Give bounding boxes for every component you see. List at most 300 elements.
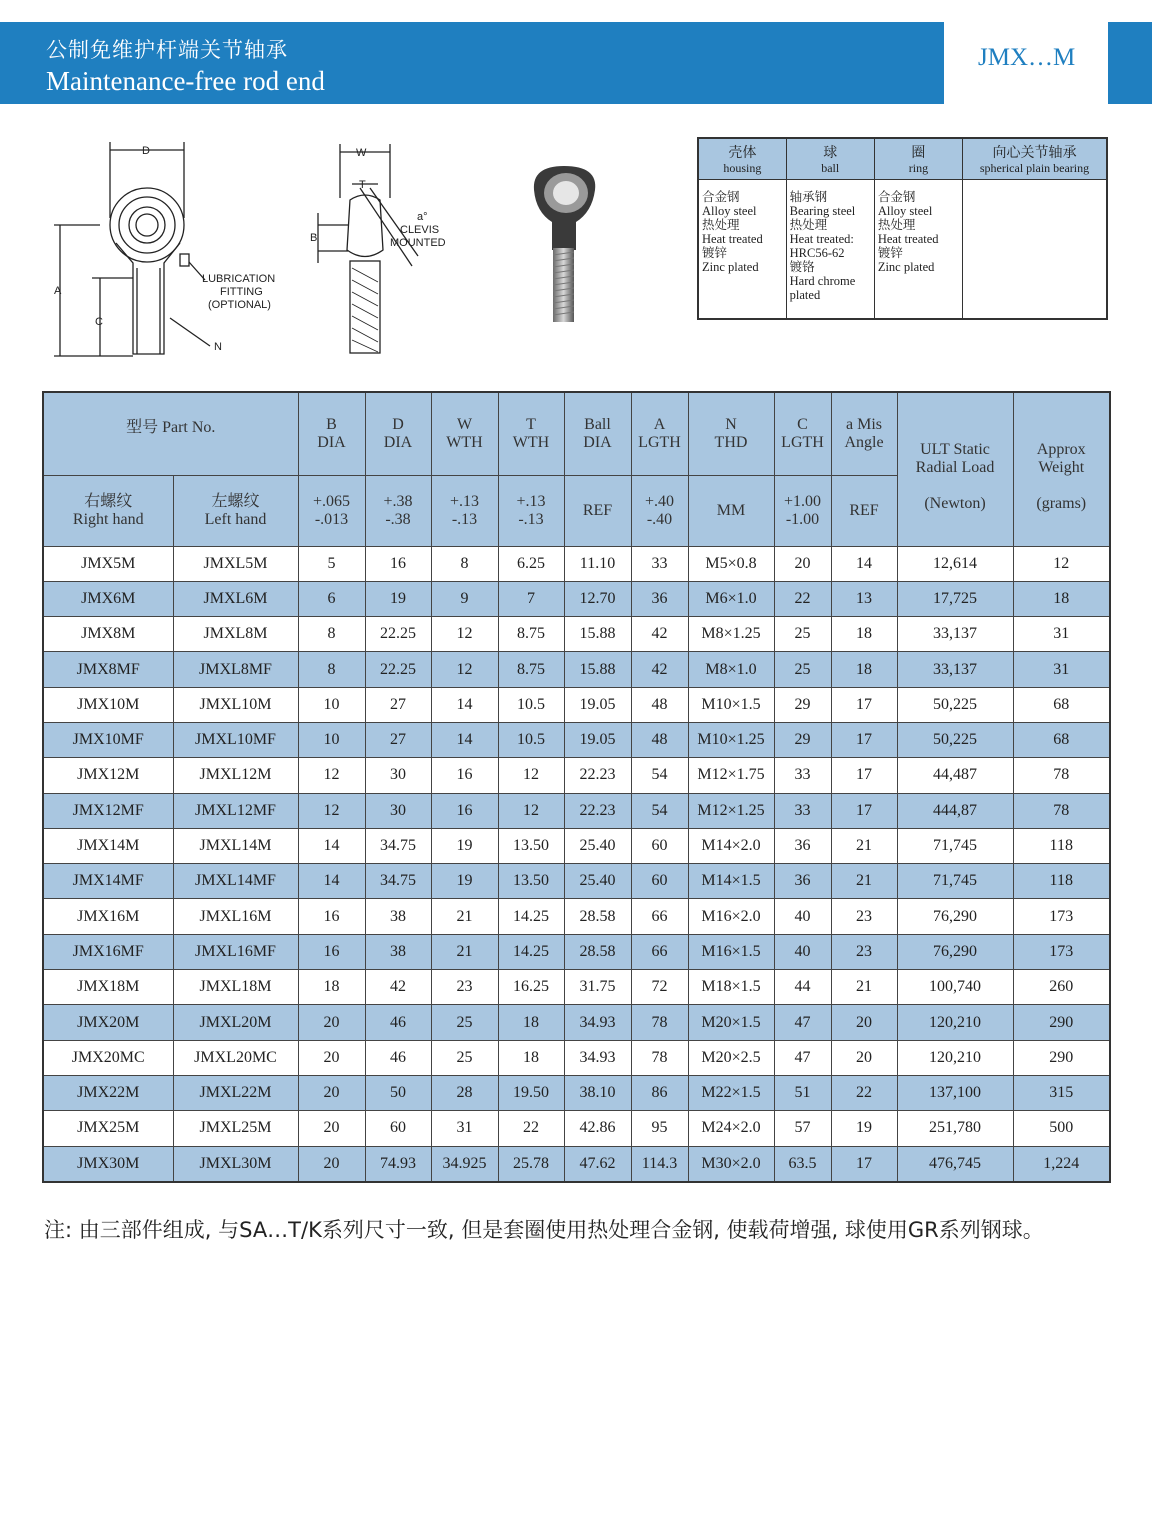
table-cell: 25 bbox=[774, 617, 831, 652]
label-c: C bbox=[95, 316, 103, 328]
materials-housing-cell: 合金钢 Alloy steel 热处理 Heat treated 镀锌 Zinc plated bbox=[698, 180, 786, 320]
spec-table bbox=[42, 391, 1111, 1183]
table-cell: 95 bbox=[631, 1111, 688, 1146]
table-cell: 19.50 bbox=[498, 1075, 564, 1110]
table-cell: 31.75 bbox=[564, 970, 631, 1005]
materials-header-bearing: 向心关节轴承 spherical plain bearing bbox=[963, 138, 1108, 180]
tol-t: +.13 -.13 bbox=[498, 475, 564, 546]
table-cell: 22.23 bbox=[564, 793, 631, 828]
table-cell: 31 bbox=[1013, 617, 1110, 652]
table-cell: 76,290 bbox=[897, 899, 1013, 934]
table-cell: 100,740 bbox=[897, 970, 1013, 1005]
table-cell: 63.5 bbox=[774, 1146, 831, 1182]
table-cell: 74.93 bbox=[365, 1146, 431, 1182]
table-cell: 8 bbox=[431, 546, 498, 581]
table-cell: 290 bbox=[1013, 1005, 1110, 1040]
table-cell: 19 bbox=[365, 581, 431, 616]
tol-c: +1.00 -1.00 bbox=[774, 475, 831, 546]
table-cell: 23 bbox=[831, 934, 897, 969]
title-cn: 公制免维护杆端关节轴承 bbox=[46, 38, 288, 62]
table-cell: M8×1.25 bbox=[688, 617, 774, 652]
col-header-ball: Ball DIA bbox=[564, 392, 631, 475]
table-cell: 47.62 bbox=[564, 1146, 631, 1182]
table-cell: 12 bbox=[431, 652, 498, 687]
table-cell: 19 bbox=[831, 1111, 897, 1146]
table-cell: 22.23 bbox=[564, 758, 631, 793]
table-cell: 20 bbox=[298, 1040, 365, 1075]
table-cell: 8 bbox=[298, 617, 365, 652]
table-cell: 57 bbox=[774, 1111, 831, 1146]
header-side-block bbox=[1108, 22, 1152, 104]
rod-end-product-image bbox=[520, 160, 610, 330]
table-cell: 13.50 bbox=[498, 864, 564, 899]
table-row bbox=[43, 758, 1110, 793]
table-cell: 19.05 bbox=[564, 722, 631, 757]
table-cell: M30×2.0 bbox=[688, 1146, 774, 1182]
label-t: T bbox=[359, 179, 366, 191]
table-cell: JMXL14M bbox=[173, 828, 298, 863]
table-row bbox=[43, 581, 1110, 616]
table-cell: JMXL18M bbox=[173, 970, 298, 1005]
table-cell: 315 bbox=[1013, 1075, 1110, 1110]
table-cell: 31 bbox=[431, 1111, 498, 1146]
table-cell: 17 bbox=[831, 687, 897, 722]
table-cell: 66 bbox=[631, 934, 688, 969]
label-w: W bbox=[356, 147, 367, 159]
table-row bbox=[43, 1146, 1110, 1182]
table-row bbox=[43, 899, 1110, 934]
table-cell: 22 bbox=[498, 1111, 564, 1146]
table-cell: M12×1.25 bbox=[688, 793, 774, 828]
table-cell: 10.5 bbox=[498, 722, 564, 757]
table-cell: 8.75 bbox=[498, 652, 564, 687]
table-cell: 8.75 bbox=[498, 617, 564, 652]
table-cell: 25.78 bbox=[498, 1146, 564, 1182]
table-cell: 30 bbox=[365, 758, 431, 793]
table-cell: JMX8MF bbox=[43, 652, 173, 687]
table-cell: 36 bbox=[774, 864, 831, 899]
table-cell: JMX18M bbox=[43, 970, 173, 1005]
table-cell: 44,487 bbox=[897, 758, 1013, 793]
table-cell: 71,745 bbox=[897, 828, 1013, 863]
table-cell: 33,137 bbox=[897, 652, 1013, 687]
table-cell: 18 bbox=[1013, 581, 1110, 616]
col-header-mis-angle: a Mis Angle bbox=[831, 392, 897, 475]
table-cell: JMX16M bbox=[43, 899, 173, 934]
table-cell: 25 bbox=[774, 652, 831, 687]
col-header-c: C LGTH bbox=[774, 392, 831, 475]
table-row bbox=[43, 617, 1110, 652]
table-cell: 30 bbox=[365, 793, 431, 828]
table-cell: M12×1.75 bbox=[688, 758, 774, 793]
table-cell: 17 bbox=[831, 722, 897, 757]
table-cell: JMX10MF bbox=[43, 722, 173, 757]
materials-header-ball: 球 ball bbox=[786, 138, 874, 180]
table-cell: 9 bbox=[431, 581, 498, 616]
table-cell: 42 bbox=[631, 652, 688, 687]
table-cell: 47 bbox=[774, 1040, 831, 1075]
table-cell: 14.25 bbox=[498, 934, 564, 969]
table-cell: 86 bbox=[631, 1075, 688, 1110]
table-cell: 19.05 bbox=[564, 687, 631, 722]
table-cell: 42.86 bbox=[564, 1111, 631, 1146]
table-cell: M14×1.5 bbox=[688, 864, 774, 899]
table-cell: 6 bbox=[298, 581, 365, 616]
table-cell: 21 bbox=[831, 828, 897, 863]
table-cell: 1,224 bbox=[1013, 1146, 1110, 1182]
table-cell: 42 bbox=[365, 970, 431, 1005]
table-cell: 34.93 bbox=[564, 1040, 631, 1075]
table-cell: JMX10M bbox=[43, 687, 173, 722]
left-hand-header: 左螺纹 Left hand bbox=[173, 475, 298, 546]
table-cell: JMXL10M bbox=[173, 687, 298, 722]
table-cell: 16 bbox=[298, 899, 365, 934]
table-cell: 444,87 bbox=[897, 793, 1013, 828]
table-cell: 20 bbox=[774, 546, 831, 581]
table-cell: 18 bbox=[831, 652, 897, 687]
table-cell: 25.40 bbox=[564, 864, 631, 899]
table-cell: 38.10 bbox=[564, 1075, 631, 1110]
table-cell: 20 bbox=[298, 1111, 365, 1146]
table-cell: 76,290 bbox=[897, 934, 1013, 969]
table-cell: 18 bbox=[298, 970, 365, 1005]
table-cell: 78 bbox=[631, 1040, 688, 1075]
dimension-drawing bbox=[40, 128, 470, 368]
table-cell: 14.25 bbox=[498, 899, 564, 934]
table-cell: 173 bbox=[1013, 934, 1110, 969]
table-row bbox=[43, 864, 1110, 899]
table-row bbox=[43, 1075, 1110, 1110]
table-cell: JMXL25M bbox=[173, 1111, 298, 1146]
materials-table bbox=[697, 137, 1108, 320]
table-row bbox=[43, 1040, 1110, 1075]
table-cell: JMX8M bbox=[43, 617, 173, 652]
table-cell: M20×2.5 bbox=[688, 1040, 774, 1075]
table-cell: 14 bbox=[831, 546, 897, 581]
table-row bbox=[43, 828, 1110, 863]
table-cell: 12 bbox=[298, 758, 365, 793]
table-cell: 17,725 bbox=[897, 581, 1013, 616]
spec-table-body bbox=[43, 546, 1110, 1182]
table-row bbox=[43, 793, 1110, 828]
table-cell: 34.925 bbox=[431, 1146, 498, 1182]
table-cell: 22.25 bbox=[365, 617, 431, 652]
table-cell: 500 bbox=[1013, 1111, 1110, 1146]
col-header-n: N THD bbox=[688, 392, 774, 475]
table-cell: 33 bbox=[774, 793, 831, 828]
table-cell: 47 bbox=[774, 1005, 831, 1040]
col-header-weight: Approx Weight (grams) bbox=[1013, 392, 1110, 546]
table-cell: JMX20MC bbox=[43, 1040, 173, 1075]
table-cell: 60 bbox=[631, 828, 688, 863]
tol-ball: REF bbox=[564, 475, 631, 546]
table-cell: 29 bbox=[774, 687, 831, 722]
table-cell: 68 bbox=[1013, 722, 1110, 757]
table-cell: 260 bbox=[1013, 970, 1110, 1005]
table-cell: 173 bbox=[1013, 899, 1110, 934]
table-row bbox=[43, 652, 1110, 687]
table-cell: 13 bbox=[831, 581, 897, 616]
table-cell: 27 bbox=[365, 722, 431, 757]
table-cell: JMXL10MF bbox=[173, 722, 298, 757]
table-cell: 54 bbox=[631, 758, 688, 793]
label-angle: a° bbox=[417, 211, 428, 223]
tol-w: +.13 -.13 bbox=[431, 475, 498, 546]
table-cell: 16 bbox=[431, 758, 498, 793]
table-cell: 17 bbox=[831, 1146, 897, 1182]
table-cell: JMXL20M bbox=[173, 1005, 298, 1040]
table-cell: 8 bbox=[298, 652, 365, 687]
table-cell: JMXL16M bbox=[173, 899, 298, 934]
table-cell: JMX20M bbox=[43, 1005, 173, 1040]
table-cell: 38 bbox=[365, 934, 431, 969]
table-cell: 14 bbox=[298, 828, 365, 863]
table-cell: M14×2.0 bbox=[688, 828, 774, 863]
table-cell: 19 bbox=[431, 864, 498, 899]
table-cell: 46 bbox=[365, 1005, 431, 1040]
table-cell: 27 bbox=[365, 687, 431, 722]
table-row bbox=[43, 546, 1110, 581]
table-cell: M10×1.5 bbox=[688, 687, 774, 722]
table-cell: 11.10 bbox=[564, 546, 631, 581]
table-cell: 48 bbox=[631, 687, 688, 722]
label-a: A bbox=[54, 285, 62, 297]
table-cell: 21 bbox=[831, 864, 897, 899]
tol-mis-angle: REF bbox=[831, 475, 897, 546]
table-cell: JMXL8MF bbox=[173, 652, 298, 687]
table-cell: 20 bbox=[831, 1005, 897, 1040]
materials-ring-cell: 合金钢 Alloy steel 热处理 Heat treated 镀锌 Zinc plated bbox=[874, 180, 962, 320]
right-hand-header: 右螺纹 Right hand bbox=[43, 475, 173, 546]
table-cell: JMX22M bbox=[43, 1075, 173, 1110]
table-cell: 16 bbox=[365, 546, 431, 581]
table-cell: M16×1.5 bbox=[688, 934, 774, 969]
label-b: B bbox=[310, 232, 318, 244]
table-cell: 15.88 bbox=[564, 652, 631, 687]
col-header-d: D DIA bbox=[365, 392, 431, 475]
table-cell: 23 bbox=[431, 970, 498, 1005]
table-cell: 16 bbox=[298, 934, 365, 969]
part-no-header: 型号 Part No. bbox=[43, 392, 298, 475]
table-cell: 18 bbox=[831, 617, 897, 652]
table-cell: 14 bbox=[431, 687, 498, 722]
table-cell: 12 bbox=[498, 758, 564, 793]
table-cell: 66 bbox=[631, 899, 688, 934]
col-header-load: ULT Static Radial Load (Newton) bbox=[897, 392, 1013, 546]
table-cell: 290 bbox=[1013, 1040, 1110, 1075]
table-cell: 22 bbox=[831, 1075, 897, 1110]
table-cell: 16 bbox=[431, 793, 498, 828]
table-cell: 68 bbox=[1013, 687, 1110, 722]
table-cell: 60 bbox=[631, 864, 688, 899]
table-cell: 137,100 bbox=[897, 1075, 1013, 1110]
table-cell: JMXL6M bbox=[173, 581, 298, 616]
table-cell: 22.25 bbox=[365, 652, 431, 687]
table-cell: 17 bbox=[831, 758, 897, 793]
table-cell: 46 bbox=[365, 1040, 431, 1075]
table-cell: JMX14MF bbox=[43, 864, 173, 899]
materials-header-ring: 圈 ring bbox=[874, 138, 962, 180]
table-cell: 78 bbox=[1013, 793, 1110, 828]
table-cell: 33 bbox=[774, 758, 831, 793]
table-cell: 31 bbox=[1013, 652, 1110, 687]
table-cell: 33,137 bbox=[897, 617, 1013, 652]
table-cell: 120,210 bbox=[897, 1040, 1013, 1075]
table-cell: 48 bbox=[631, 722, 688, 757]
label-clevis: CLEVIS bbox=[400, 224, 440, 236]
table-cell: 12 bbox=[498, 793, 564, 828]
table-cell: JMX30M bbox=[43, 1146, 173, 1182]
table-cell: JMX12M bbox=[43, 758, 173, 793]
table-cell: M6×1.0 bbox=[688, 581, 774, 616]
table-cell: 28 bbox=[431, 1075, 498, 1110]
table-cell: 36 bbox=[774, 828, 831, 863]
table-cell: 10 bbox=[298, 687, 365, 722]
table-cell: 476,745 bbox=[897, 1146, 1013, 1182]
table-row bbox=[43, 722, 1110, 757]
footnote: 注: 由三部件组成, 与SA…T/K系列尺寸一致, 但是套圈使用热处理合金钢, 使载荷增强, 球使用GR系列钢球。 bbox=[44, 1218, 1044, 1242]
table-cell: 118 bbox=[1013, 828, 1110, 863]
table-cell: 34.75 bbox=[365, 864, 431, 899]
table-row bbox=[43, 934, 1110, 969]
table-cell: JMX16MF bbox=[43, 934, 173, 969]
header-banner bbox=[0, 22, 944, 104]
table-cell: 29 bbox=[774, 722, 831, 757]
table-cell: 25 bbox=[431, 1005, 498, 1040]
table-cell: 15.88 bbox=[564, 617, 631, 652]
materials-bearing-cell bbox=[963, 180, 1108, 320]
table-row bbox=[43, 1005, 1110, 1040]
table-cell: JMXL30M bbox=[173, 1146, 298, 1182]
table-cell: M22×1.5 bbox=[688, 1075, 774, 1110]
tol-d: +.38 -.38 bbox=[365, 475, 431, 546]
table-cell: 40 bbox=[774, 934, 831, 969]
table-cell: 78 bbox=[1013, 758, 1110, 793]
table-cell: 42 bbox=[631, 617, 688, 652]
table-cell: 120,210 bbox=[897, 1005, 1013, 1040]
table-row bbox=[43, 687, 1110, 722]
table-cell: 21 bbox=[431, 934, 498, 969]
col-header-a: A LGTH bbox=[631, 392, 688, 475]
table-cell: 18 bbox=[498, 1005, 564, 1040]
table-cell: 54 bbox=[631, 793, 688, 828]
table-cell: JMXL14MF bbox=[173, 864, 298, 899]
table-cell: JMX14M bbox=[43, 828, 173, 863]
table-cell: M18×1.5 bbox=[688, 970, 774, 1005]
table-cell: M5×0.8 bbox=[688, 546, 774, 581]
table-cell: 50 bbox=[365, 1075, 431, 1110]
table-cell: 23 bbox=[831, 899, 897, 934]
table-cell: 22 bbox=[774, 581, 831, 616]
table-cell: 17 bbox=[831, 793, 897, 828]
table-cell: 7 bbox=[498, 581, 564, 616]
table-cell: 18 bbox=[498, 1040, 564, 1075]
label-n: N bbox=[214, 341, 222, 353]
table-cell: 12 bbox=[431, 617, 498, 652]
table-cell: 20 bbox=[298, 1005, 365, 1040]
table-cell: M24×2.0 bbox=[688, 1111, 774, 1146]
table-cell: 10.5 bbox=[498, 687, 564, 722]
tol-a: +.40 -.40 bbox=[631, 475, 688, 546]
table-cell: 114.3 bbox=[631, 1146, 688, 1182]
tol-b: +.065 -.013 bbox=[298, 475, 365, 546]
table-cell: 12 bbox=[298, 793, 365, 828]
table-cell: 251,780 bbox=[897, 1111, 1013, 1146]
table-cell: JMX25M bbox=[43, 1111, 173, 1146]
table-cell: 50,225 bbox=[897, 687, 1013, 722]
tol-n: MM bbox=[688, 475, 774, 546]
table-cell: 20 bbox=[831, 1040, 897, 1075]
table-cell: 33 bbox=[631, 546, 688, 581]
col-header-b: B DIA bbox=[298, 392, 365, 475]
table-cell: 5 bbox=[298, 546, 365, 581]
label-lubrication: LUBRICATION bbox=[202, 273, 276, 285]
label-fitting: FITTING bbox=[220, 286, 263, 298]
title-en: Maintenance-free rod end bbox=[46, 66, 325, 96]
table-cell: 28.58 bbox=[564, 934, 631, 969]
table-cell: JMXL20MC bbox=[173, 1040, 298, 1075]
table-cell: JMXL8M bbox=[173, 617, 298, 652]
materials-ball-cell: 轴承钢 Bearing steel 热处理 Heat treated: HRC56-62 镀铬 Hard chrome plated bbox=[786, 180, 874, 320]
table-cell: M8×1.0 bbox=[688, 652, 774, 687]
table-cell: 60 bbox=[365, 1111, 431, 1146]
table-cell: 14 bbox=[431, 722, 498, 757]
table-cell: 25.40 bbox=[564, 828, 631, 863]
label-optional: (OPTIONAL) bbox=[208, 299, 271, 311]
table-cell: 12.70 bbox=[564, 581, 631, 616]
table-cell: 71,745 bbox=[897, 864, 1013, 899]
table-cell: JMX12MF bbox=[43, 793, 173, 828]
table-cell: 28.58 bbox=[564, 899, 631, 934]
table-cell: 12,614 bbox=[897, 546, 1013, 581]
col-header-t: T WTH bbox=[498, 392, 564, 475]
table-cell: 44 bbox=[774, 970, 831, 1005]
table-cell: 34.93 bbox=[564, 1005, 631, 1040]
table-cell: 10 bbox=[298, 722, 365, 757]
series-label: JMX…M bbox=[978, 44, 1076, 71]
table-row bbox=[43, 1111, 1110, 1146]
table-cell: JMXL22M bbox=[173, 1075, 298, 1110]
table-cell: 12 bbox=[1013, 546, 1110, 581]
table-cell: 51 bbox=[774, 1075, 831, 1110]
materials-header-housing: 壳体 housing bbox=[698, 138, 786, 180]
table-cell: 20 bbox=[298, 1075, 365, 1110]
table-row bbox=[43, 970, 1110, 1005]
table-cell: 72 bbox=[631, 970, 688, 1005]
table-cell: 36 bbox=[631, 581, 688, 616]
table-cell: M10×1.25 bbox=[688, 722, 774, 757]
table-cell: 6.25 bbox=[498, 546, 564, 581]
table-cell: JMX6M bbox=[43, 581, 173, 616]
table-cell: 14 bbox=[298, 864, 365, 899]
table-cell: 34.75 bbox=[365, 828, 431, 863]
table-cell: M16×2.0 bbox=[688, 899, 774, 934]
table-cell: JMX5M bbox=[43, 546, 173, 581]
table-cell: 13.50 bbox=[498, 828, 564, 863]
table-cell: 20 bbox=[298, 1146, 365, 1182]
table-cell: 21 bbox=[431, 899, 498, 934]
table-cell: M20×1.5 bbox=[688, 1005, 774, 1040]
col-header-w: W WTH bbox=[431, 392, 498, 475]
table-cell: JMXL16MF bbox=[173, 934, 298, 969]
table-cell: 40 bbox=[774, 899, 831, 934]
table-cell: 38 bbox=[365, 899, 431, 934]
label-d: D bbox=[142, 145, 150, 157]
table-cell: 16.25 bbox=[498, 970, 564, 1005]
table-cell: JMXL5M bbox=[173, 546, 298, 581]
table-cell: JMXL12MF bbox=[173, 793, 298, 828]
table-cell: JMXL12M bbox=[173, 758, 298, 793]
